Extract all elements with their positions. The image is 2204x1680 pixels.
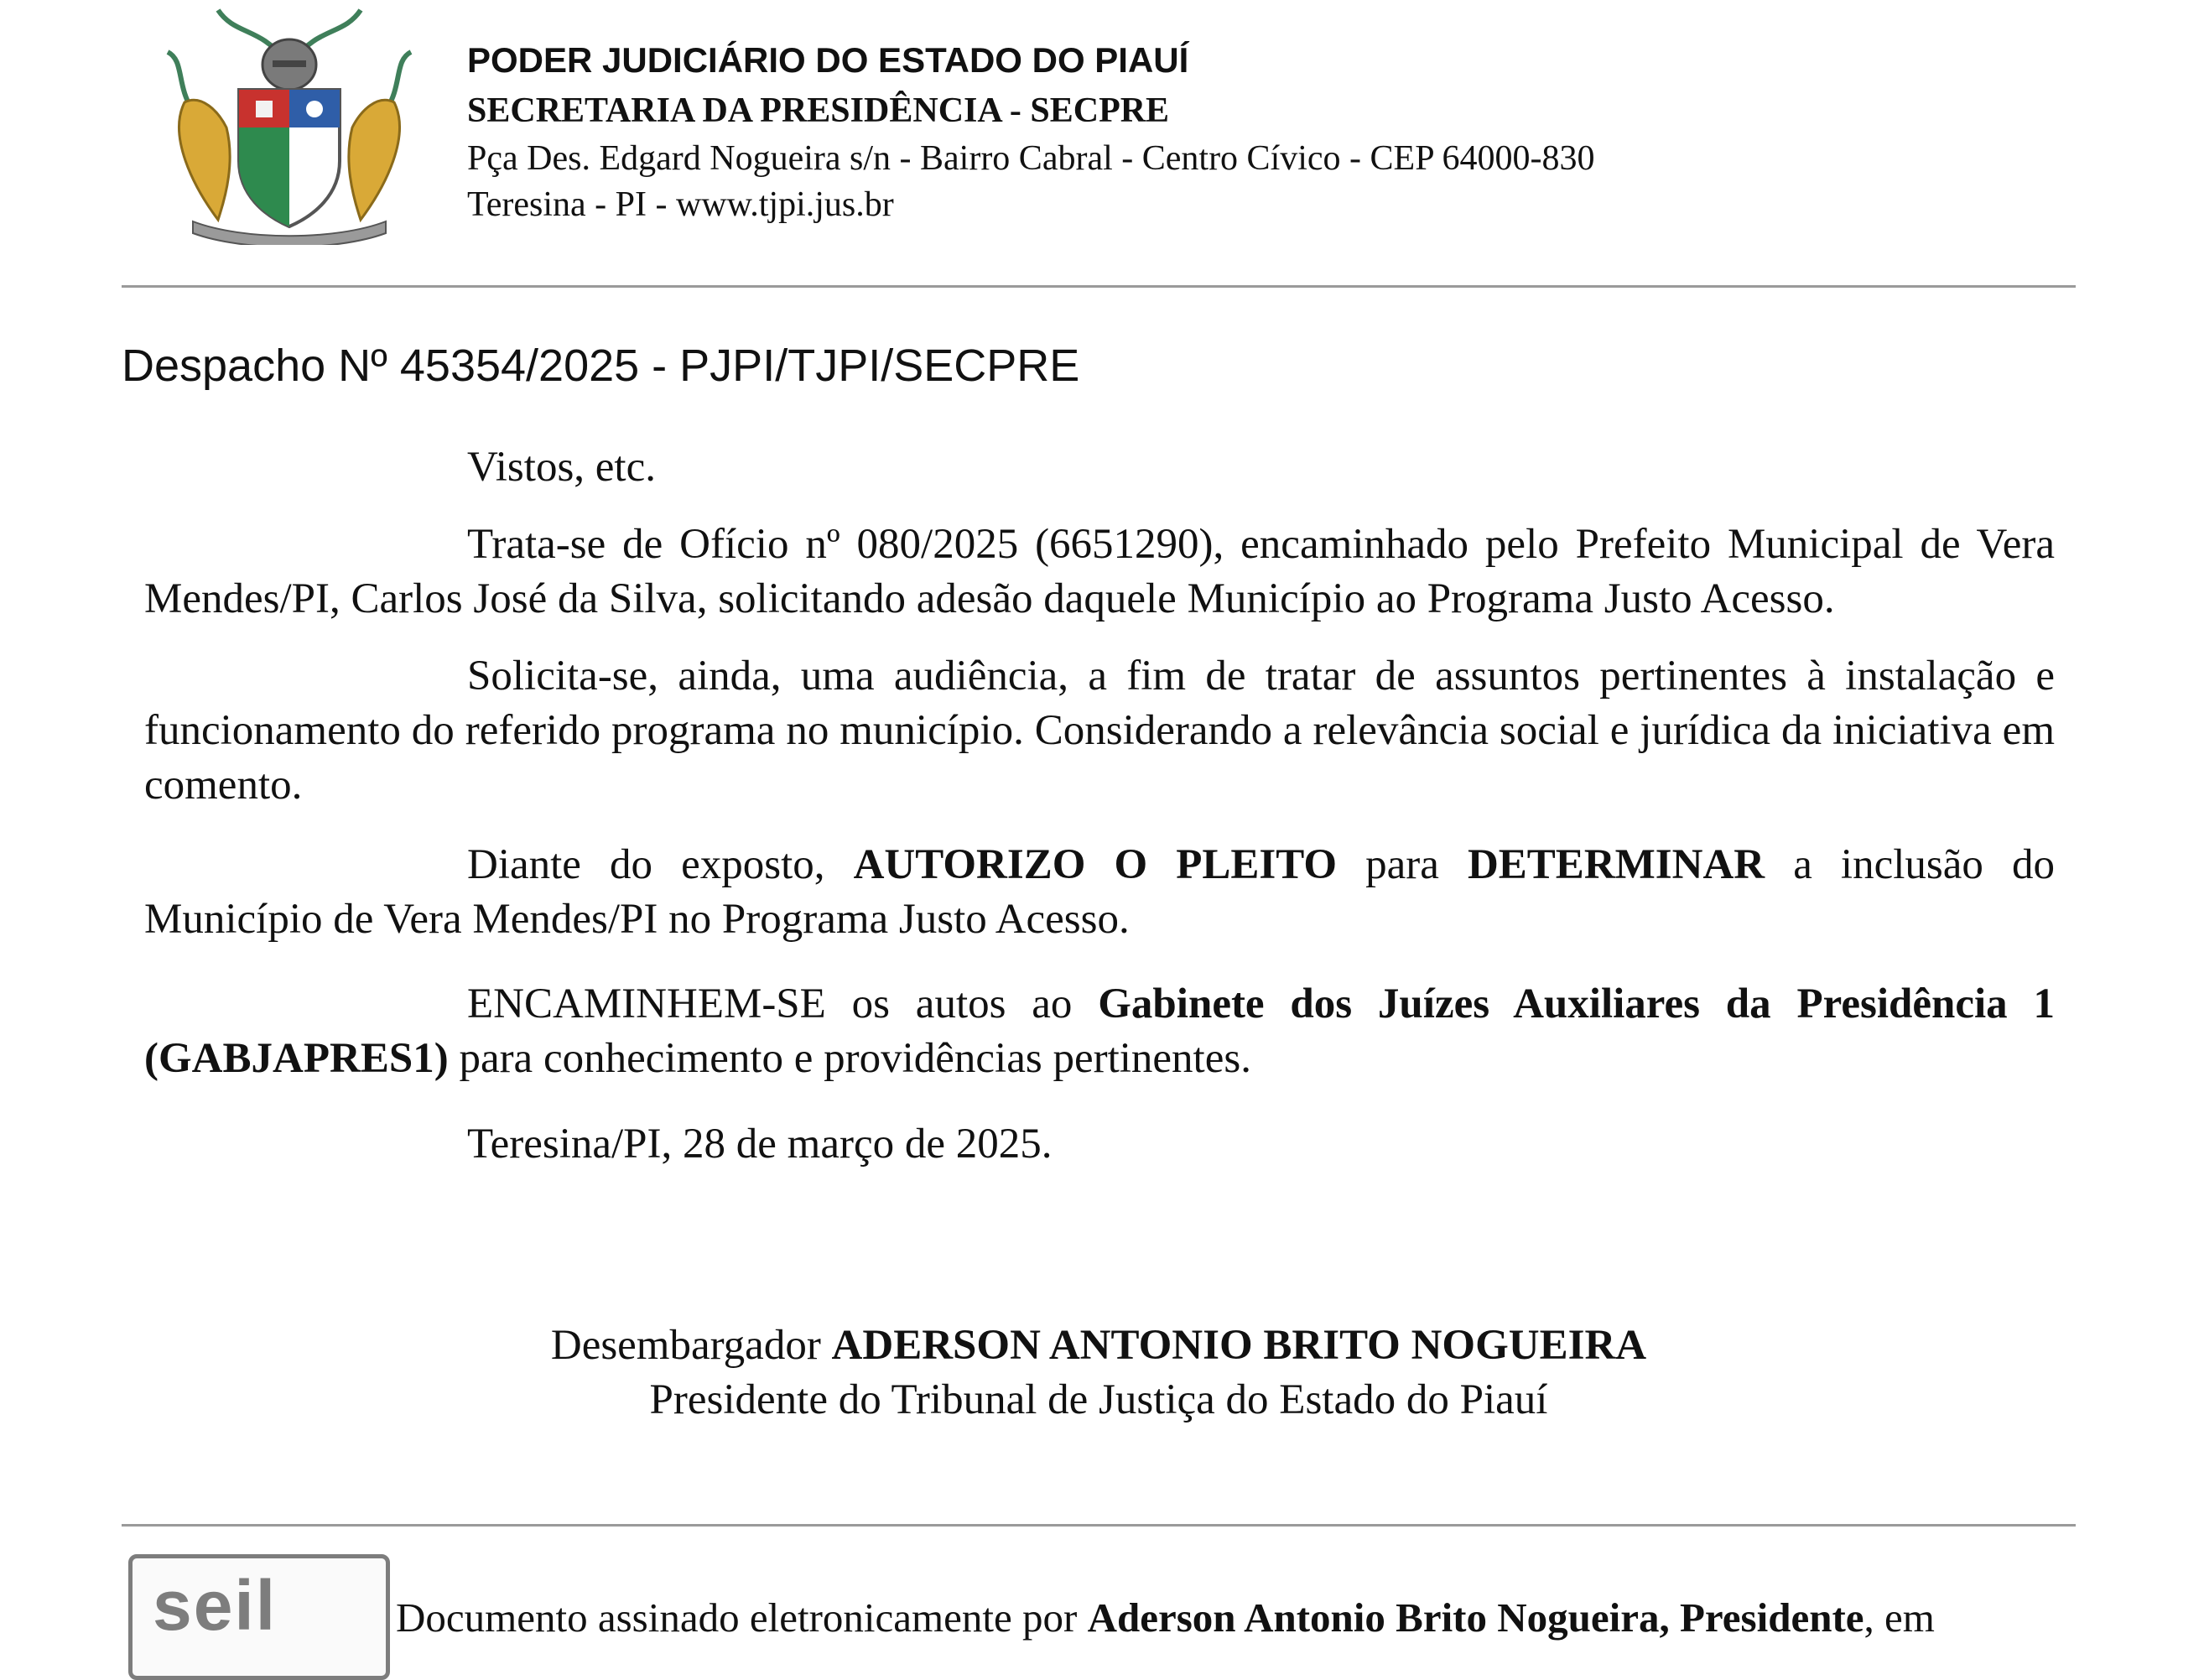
paragraph-hearing: [144, 649, 2055, 813]
paragraph-text: para: [1337, 841, 1468, 888]
sei-logo-text: seil: [153, 1566, 278, 1645]
paragraph-text: para conhecimento e providências pertinentes.: [448, 1035, 1251, 1082]
bold-authorization: AUTORIZO O PLEITO: [853, 841, 1338, 888]
footer-signer: Aderson Antonio Brito Nogueira, Presidente: [1087, 1594, 1864, 1641]
paragraph-text: Diante do exposto,: [467, 841, 854, 888]
bold-determination: DETERMINAR: [1467, 841, 1765, 888]
paragraph-text: Vistos, etc.: [467, 444, 656, 491]
paragraph-text: Trata-se de Ofício nº 080/2025 (6651290), encaminhado pelo Prefeito Municipal de Vera Mendes/PI, Carlos José da Silva, solicitando adesão daquele Município ao Programa Justo Acesso.: [144, 521, 2055, 622]
paragraph-text: Solicita-se, ainda, uma audiência, a fim de tratar de assuntos pertinentes à instalação e funcionamento do referido programa no município. Considerando a relevância social e jurídica da iniciativa em comento.: [144, 653, 2055, 809]
header-divider: [122, 285, 2076, 288]
footer-text-part: , em: [1864, 1594, 1935, 1641]
signature-name-line: [122, 1321, 2076, 1370]
paragraph-request: [144, 518, 2055, 627]
footer-divider: [122, 1524, 2076, 1527]
paragraph-greeting: [144, 440, 2055, 495]
electronic-signature-note: [396, 1594, 2055, 1641]
sei-logo: [128, 1554, 390, 1680]
paragraph-text: Teresina/PI, 28 de março de 2025.: [467, 1121, 1053, 1168]
footer-text-part: Documento assinado eletronicamente por: [396, 1594, 1088, 1641]
paragraph-decision: [144, 838, 2055, 947]
signature-name: ADERSON ANTONIO BRITO NOGUEIRA: [831, 1322, 1647, 1369]
paragraph-place-date: [144, 1117, 2055, 1172]
coat-of-arms-icon: [159, 2, 419, 245]
document-title: Despacho Nº 45354/2025 - PJPI/TJPI/SECPRE: [122, 341, 1080, 391]
paragraph-forwarding: [144, 977, 2055, 1086]
header-institution: PODER JUDICIÁRIO DO ESTADO DO PIAUÍ: [467, 40, 1189, 80]
signature-title: Desembargador: [550, 1322, 832, 1369]
header-address: Pça Des. Edgard Nogueira s/n - Bairro Cabral - Centro Cívico - CEP 64000-830: [467, 139, 1595, 178]
header-department: SECRETARIA DA PRESIDÊNCIA - SECPRE: [467, 91, 1170, 130]
paragraph-text: ENCAMINHEM-SE os autos ao: [467, 980, 1099, 1027]
paragraph-text: a inclusão do Município de Vera Mendes/PI no Programa Justo Acesso.: [144, 841, 2055, 943]
signature-role: Presidente do Tribunal de Justiça do Estado do Piauí: [649, 1376, 1548, 1423]
bold-office-name: Gabinete dos Juízes Auxiliares da Presidência 1 (GABJAPRES1): [144, 980, 2055, 1082]
header-city-website: Teresina - PI - www.tjpi.jus.br: [467, 185, 894, 224]
